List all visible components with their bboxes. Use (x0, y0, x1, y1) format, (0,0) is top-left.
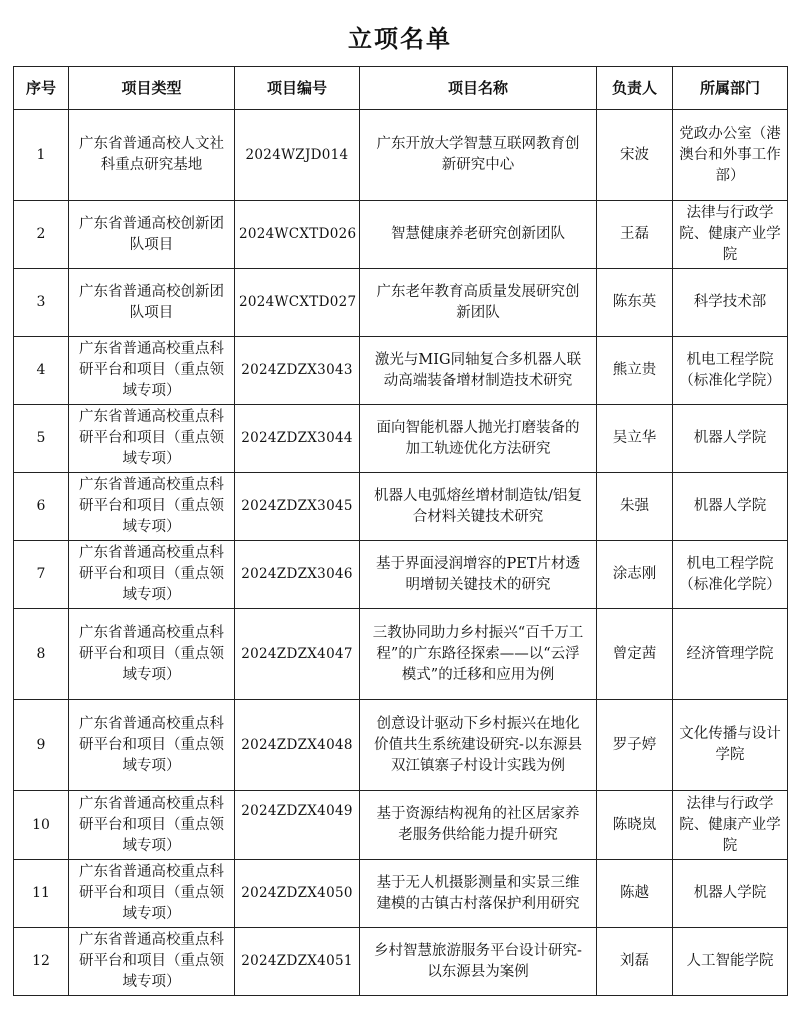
cell-name: 激光与MIG同轴复合多机器人联动高端装备增材制造技术研究 (360, 337, 597, 405)
header-code: 项目编号 (235, 67, 360, 110)
cell-no: 5 (14, 405, 69, 473)
cell-name: 基于界面浸润增容的PET片材透明增韧关键技术的研究 (360, 541, 597, 609)
table-row (14, 337, 788, 405)
cell-name: 三教协同助力乡村振兴“百千万工程”的广东路径探索——以“云浮模式”的迁移和应用为例 (360, 609, 597, 700)
cell-dept: 法律与行政学院、健康产业学院 (673, 201, 788, 269)
cell-name: 机器人电弧熔丝增材制造钛/铝复合材料关键技术研究 (360, 473, 597, 541)
cell-dept: 科学技术部 (673, 269, 788, 337)
page-title: 立项名单 (348, 24, 452, 53)
cell-code: 2024ZDZX3044 (235, 405, 360, 473)
cell-dept: 机器人学院 (673, 860, 788, 928)
cell-no: 10 (14, 791, 69, 860)
cell-no: 9 (14, 700, 69, 791)
cell-code: 2024ZDZX3045 (235, 473, 360, 541)
cell-type: 广东省普通高校重点科研平台和项目（重点领域专项） (69, 791, 235, 860)
header-type: 项目类型 (69, 67, 235, 110)
cell-code: 2024ZDZX4047 (235, 609, 360, 700)
cell-no: 12 (14, 928, 69, 996)
cell-type: 广东省普通高校重点科研平台和项目（重点领域专项） (69, 337, 235, 405)
header-name: 项目名称 (360, 67, 597, 110)
table-row (14, 928, 788, 996)
cell-no: 8 (14, 609, 69, 700)
table-row (14, 110, 788, 201)
cell-dept: 人工智能学院 (673, 928, 788, 996)
cell-no: 2 (14, 201, 69, 269)
table-row (14, 541, 788, 609)
cell-type: 广东省普通高校重点科研平台和项目（重点领域专项） (69, 609, 235, 700)
header-dept: 所属部门 (673, 67, 788, 110)
cell-no: 11 (14, 860, 69, 928)
cell-code: 2024WZJD014 (235, 110, 360, 201)
cell-leader: 曾定茜 (597, 609, 673, 700)
cell-code: 2024ZDZX4048 (235, 700, 360, 791)
cell-leader: 吴立华 (597, 405, 673, 473)
table-row (14, 791, 788, 860)
cell-dept: 经济管理学院 (673, 609, 788, 700)
cell-code: 2024WCXTD026 (235, 201, 360, 269)
table-row (14, 860, 788, 928)
cell-code: 2024ZDZX4051 (235, 928, 360, 996)
cell-leader: 陈越 (597, 860, 673, 928)
cell-type: 广东省普通高校人文社科重点研究基地 (69, 110, 235, 201)
cell-type: 广东省普通高校创新团队项目 (69, 201, 235, 269)
cell-type: 广东省普通高校重点科研平台和项目（重点领域专项） (69, 405, 235, 473)
cell-type: 广东省普通高校创新团队项目 (69, 269, 235, 337)
cell-leader: 陈东英 (597, 269, 673, 337)
cell-name: 基于资源结构视角的社区居家养老服务供给能力提升研究 (360, 791, 597, 860)
cell-code: 2024ZDZX4049 (235, 791, 360, 860)
cell-no: 3 (14, 269, 69, 337)
cell-leader: 罗子婷 (597, 700, 673, 791)
cell-name: 创意设计驱动下乡村振兴在地化价值共生系统建设研究-以东源县双江镇寨子村设计实践为例 (360, 700, 597, 791)
header-leader: 负责人 (597, 67, 673, 110)
table-row (14, 609, 788, 700)
cell-type: 广东省普通高校重点科研平台和项目（重点领域专项） (69, 541, 235, 609)
table-row (14, 700, 788, 791)
cell-leader: 王磊 (597, 201, 673, 269)
cell-code: 2024ZDZX3046 (235, 541, 360, 609)
cell-code: 2024ZDZX4050 (235, 860, 360, 928)
cell-name: 面向智能机器人抛光打磨装备的加工轨迹优化方法研究 (360, 405, 597, 473)
cell-dept: 法律与行政学院、健康产业学院 (673, 791, 788, 860)
cell-dept: 文化传播与设计学院 (673, 700, 788, 791)
cell-leader: 宋波 (597, 110, 673, 201)
cell-no: 7 (14, 541, 69, 609)
cell-name: 基于无人机摄影测量和实景三维建模的古镇古村落保护利用研究 (360, 860, 597, 928)
cell-dept: 党政办公室（港澳台和外事工作部） (673, 110, 788, 201)
table-row (14, 473, 788, 541)
cell-dept: 机电工程学院（标准化学院） (673, 541, 788, 609)
table-row (14, 405, 788, 473)
table-row (14, 201, 788, 269)
table-header-row (14, 67, 788, 110)
cell-no: 6 (14, 473, 69, 541)
cell-dept: 机器人学院 (673, 473, 788, 541)
cell-code: 2024ZDZX3043 (235, 337, 360, 405)
cell-name: 乡村智慧旅游服务平台设计研究-以东源县为案例 (360, 928, 597, 996)
cell-name: 广东开放大学智慧互联网教育创新研究中心 (360, 110, 597, 201)
cell-no: 4 (14, 337, 69, 405)
cell-type: 广东省普通高校重点科研平台和项目（重点领域专项） (69, 473, 235, 541)
cell-name: 智慧健康养老研究创新团队 (360, 201, 597, 269)
cell-no: 1 (14, 110, 69, 201)
cell-type: 广东省普通高校重点科研平台和项目（重点领域专项） (69, 860, 235, 928)
table-row (14, 269, 788, 337)
cell-leader: 刘磊 (597, 928, 673, 996)
cell-leader: 涂志刚 (597, 541, 673, 609)
cell-dept: 机器人学院 (673, 405, 788, 473)
header-no: 序号 (14, 67, 69, 110)
project-table (13, 66, 788, 996)
cell-dept: 机电工程学院（标准化学院） (673, 337, 788, 405)
cell-leader: 熊立贵 (597, 337, 673, 405)
cell-leader: 朱强 (597, 473, 673, 541)
cell-name: 广东老年教育高质量发展研究创新团队 (360, 269, 597, 337)
cell-code: 2024WCXTD027 (235, 269, 360, 337)
cell-type: 广东省普通高校重点科研平台和项目（重点领域专项） (69, 700, 235, 791)
cell-type: 广东省普通高校重点科研平台和项目（重点领域专项） (69, 928, 235, 996)
cell-leader: 陈晓岚 (597, 791, 673, 860)
